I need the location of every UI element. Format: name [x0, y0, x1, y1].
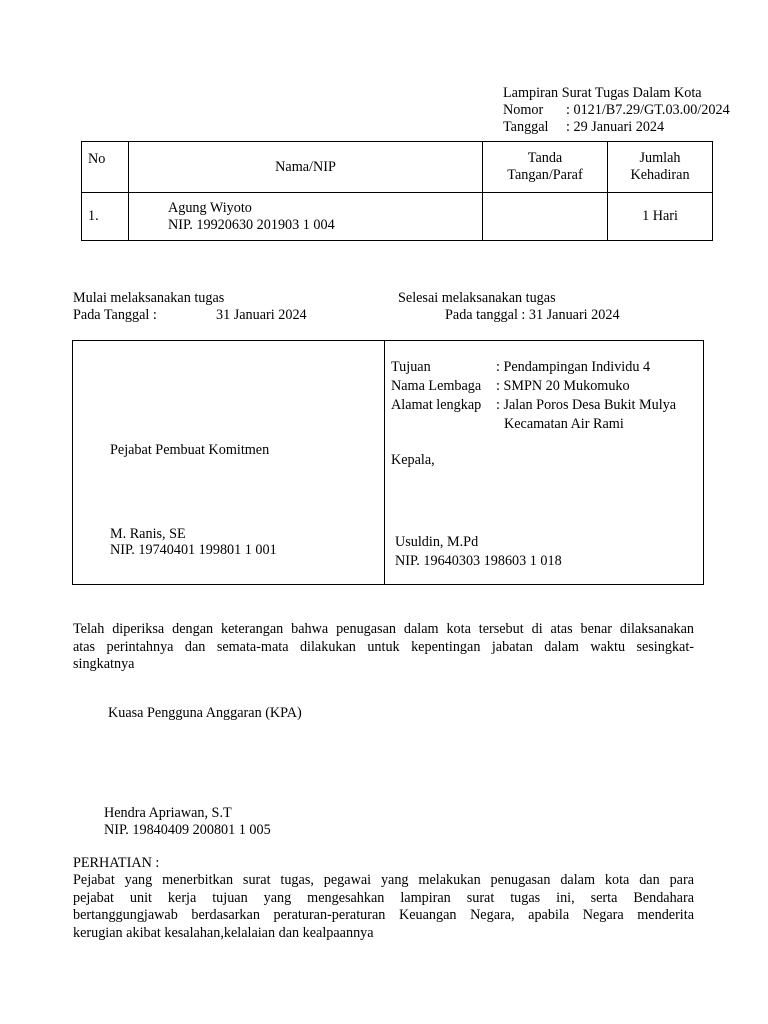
perhatian-line4: kerugian akibat kesalahan,kelalaian dan kealpaannya: [73, 924, 374, 941]
lembaga-label: Nama Lembaga: [391, 378, 482, 394]
kpa-title: Kuasa Pengguna Anggaran (KPA): [108, 705, 302, 721]
verification-line3: singkatnya: [73, 656, 135, 672]
kpa-name: Hendra Apriawan, S.T: [104, 805, 232, 821]
mulai-tanggal-label: Pada Tanggal :: [73, 307, 157, 323]
row-nama: Agung Wiyoto: [168, 199, 252, 216]
kpa-nip: NIP. 19840409 200801 1 005: [104, 822, 271, 838]
verification-line1: Telah diperiksa dengan keterangan bahwa penugasan dalam kota tersebut di atas benar dilaksanakan: [73, 621, 694, 637]
perhatian-line3: bertanggungjawab berdasarkan peraturan-peraturan Keuangan Negara, apabila Negara menderita: [73, 907, 694, 923]
attachment-title: Lampiran Surat Tugas Dalam Kota: [503, 85, 702, 101]
nomor-label: Nomor: [503, 102, 544, 118]
table-header-row: [82, 142, 713, 193]
row-nip: NIP. 19920630 201903 1 004: [168, 216, 335, 233]
row-nama-nip: [129, 193, 483, 241]
mulai-label: Mulai melaksanakan tugas: [73, 290, 225, 306]
selesai-label: Selesai melaksanakan tugas: [398, 290, 556, 306]
alamat-label: Alamat lengkap: [391, 397, 482, 413]
tanggal-value: : 29 Januari 2024: [566, 119, 665, 135]
header-tanda-line1: Tanda: [527, 150, 563, 166]
perhatian-line1: Pejabat yang menerbitkan surat tugas, pegawai yang melakukan penugasan dalam kota dan para: [73, 872, 694, 888]
header-jumlah-line2: Kehadiran: [630, 167, 690, 183]
kepala-title: Kepala,: [391, 452, 435, 468]
box-divider: [384, 341, 385, 584]
header-no: No: [82, 142, 129, 193]
perhatian-paragraph: [73, 872, 694, 942]
header-jumlah-line1: Jumlah: [639, 150, 681, 166]
table-row: [82, 193, 713, 241]
attendance-table: [81, 141, 713, 241]
header-nama-nip: Nama/NIP: [129, 142, 483, 193]
verification-paragraph: [73, 621, 694, 674]
ppk-title: Pejabat Pembuat Komitmen: [110, 442, 270, 458]
row-tanda-tangan: [483, 193, 608, 241]
ppk-nip: NIP. 19740401 199801 1 001: [110, 542, 277, 558]
perhatian-title: PERHATIAN :: [73, 855, 160, 871]
alamat-value-line1: : Jalan Poros Desa Bukit Mulya: [496, 397, 677, 413]
kepala-name: Usuldin, M.Pd: [395, 534, 479, 550]
tujuan-value: : Pendampingan Individu 4: [496, 359, 651, 375]
verification-line2: atas perintahnya dan semata-mata dilakukan untuk kepentingan jabatan dalam waktu sesingkat-: [73, 638, 694, 655]
row-no: 1.: [82, 193, 129, 241]
kepala-nip: NIP. 19640303 198603 1 018: [395, 553, 562, 569]
tujuan-label: Tujuan: [391, 359, 431, 375]
signature-box: [72, 340, 704, 585]
header-tanda-line2: Tangan/Paraf: [507, 167, 583, 183]
lembaga-value: : SMPN 20 Mukomuko: [496, 378, 630, 394]
row-kehadiran: 1 Hari: [608, 193, 713, 241]
tanggal-label: Tanggal: [503, 119, 549, 135]
alamat-value-line2: Kecamatan Air Rami: [504, 416, 624, 432]
mulai-tanggal-value: 31 Januari 2024: [216, 307, 307, 323]
ppk-name: M. Ranis, SE: [110, 526, 186, 542]
nomor-value: : 0121/B7.29/GT.03.00/2024: [566, 102, 730, 118]
header-jumlah-kehadiran: [608, 142, 713, 193]
header-tanda-tangan: [483, 142, 608, 193]
perhatian-line2: pejabat unit kerja tujuan yang mengesahkan lampiran surat tugas ini, serta Bendahara: [73, 889, 694, 906]
selesai-tanggal: Pada tanggal : 31 Januari 2024: [445, 307, 620, 323]
